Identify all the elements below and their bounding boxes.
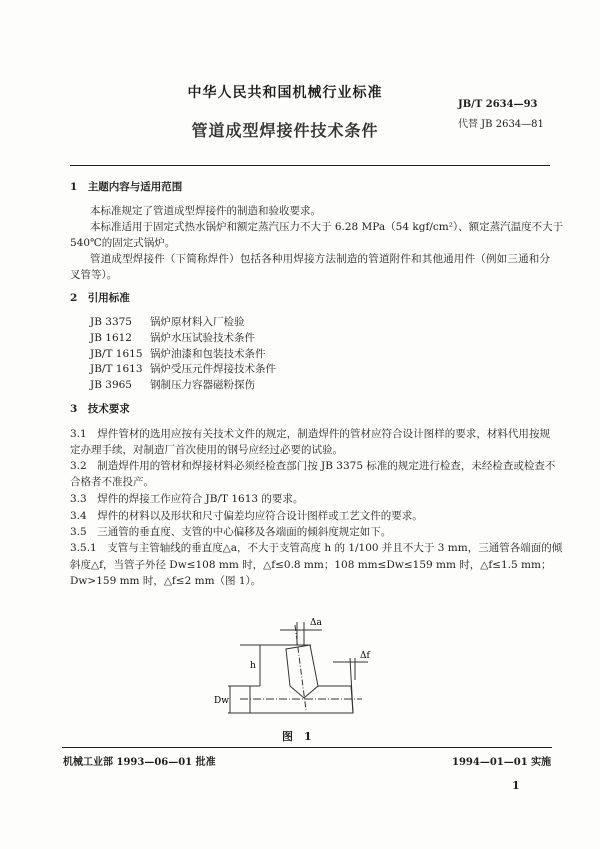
clause-line: 斜度△f，当管子外径 Dw≤108 mm 时，△f≤0.8 mm；108 mm≤Dw≤159 mm 时，△f≤1.5 mm； (70, 559, 552, 571)
paragraph-line: 叉管等）。 (70, 269, 118, 281)
replaces-standard: 代替 JB 2634—81 (458, 119, 544, 130)
paragraph-line: 本标准规定了管道成型焊接件的制造和验收要求。 (90, 205, 321, 217)
paragraph-line: 本标准适用于固定式热水锅炉和额定蒸汽压力不大于 6.28 MPa（54 kgf/cm²）、额定蒸汽温度不大于 (90, 221, 564, 233)
ref-code: JB 1612 (90, 332, 132, 344)
paragraph-line: 管道成型焊接件（下简称焊件）包括各种用焊接方法制造的管道附件和其他通用件（例如三通和分 (90, 253, 550, 265)
section-2-heading: 2 引用标准 (70, 292, 130, 304)
delta-f-label: Δf (360, 651, 370, 661)
ref-code: JB/T 1613 (90, 363, 143, 375)
reference-item (90, 315, 245, 329)
clause-line: 3.1 焊件管材的选用应按有关技术文件的规定，制造焊件的管材应符合设计图样的要求，材料代用按规 (70, 428, 550, 440)
tilted-branch (286, 645, 318, 698)
ref-code: JB 3965 (90, 379, 132, 391)
clause-line: Dw>159 mm 时，△f≤2 mm（图 1）。 (70, 575, 262, 587)
clause-line: 3.3 焊件的焊接工作应符合 JB/T 1613 的要求。 (70, 493, 304, 505)
h-label: h (250, 661, 256, 671)
reference-item (90, 362, 276, 376)
clause-line: 合格者不准投产。 (70, 476, 154, 488)
approval-date: 机械工业部 1993—06—01 批准 (63, 757, 216, 768)
ref-title: 锅炉油漆和包装技术条件 (150, 348, 266, 360)
branch-left (260, 645, 311, 686)
clause-line: 3.2 制造焊件用的管材和焊接材料必须经检查部门按 JB 3375 标准的规定进行检查，未经检查或检查不 (70, 460, 556, 472)
reference-item (90, 378, 255, 392)
ref-title: 锅炉受压元件焊接技术条件 (150, 363, 276, 375)
ref-title: 锅炉原材料入厂检验 (150, 316, 245, 328)
ref-title: 锅炉水压试验技术条件 (150, 332, 255, 344)
document-title: 管道成型焊接件技术条件 (191, 121, 379, 140)
figure-caption: 图 1 (282, 730, 312, 743)
clause-line: 3.5.1 支管与主管轴线的垂直度△a，不大于支管高度 h 的 1/100 并且不大于 3 mm，三通管各端面的倾 (70, 542, 563, 554)
effective-date: 1994—01—01 实施 (452, 757, 552, 768)
page-number: 1 (512, 779, 520, 792)
dw-label: Dw (214, 696, 229, 706)
reference-item (90, 331, 255, 345)
footer-rule (62, 747, 552, 748)
section-1-heading: 1 主题内容与适用范围 (70, 181, 183, 193)
clause-line: 定办理手续，对制造厂首次使用的钢号应经过必要的试验。 (70, 444, 343, 456)
header-rule (70, 165, 550, 166)
section-3-heading: 3 技术要求 (70, 403, 130, 415)
ref-code: JB 3375 (90, 316, 132, 328)
org-title: 中华人民共和国机械行业标准 (187, 85, 383, 101)
ref-code: JB/T 1615 (90, 348, 143, 360)
clause-line: 3.4 焊件的材料以及形状和尺寸偏差均应符合设计图样或工艺文件的要求。 (70, 510, 423, 522)
reference-item (90, 347, 266, 361)
clause-line: 3.5 三通管的垂直度、支管的中心偏移及各端面的倾斜度规定如下。 (70, 526, 392, 538)
ref-title: 钢制压力容器磁粉探伤 (150, 379, 255, 391)
paragraph-line: 540℃的固定式锅炉。 (70, 237, 176, 249)
delta-a-label: Δa (310, 618, 322, 628)
standard-number: JB/T 2634—93 (458, 99, 538, 110)
figure-1-tee-pipe (200, 600, 400, 730)
